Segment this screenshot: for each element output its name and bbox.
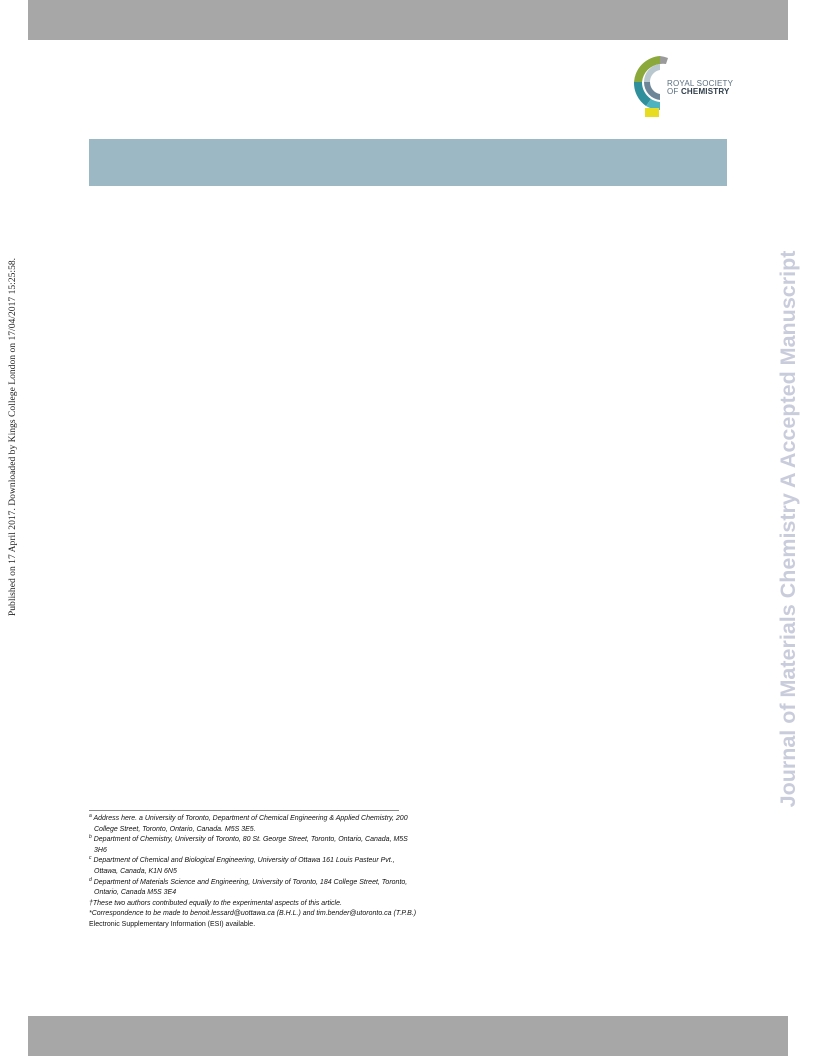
footnotes	[89, 814, 419, 931]
footnote-text: Department of Chemical and Biological Engineering, University of Ottawa 161 Louis Pasteur Pvt., Ottawa, Canada, K1N 6N5	[93, 857, 395, 875]
footnote-mark: a	[89, 813, 92, 819]
publication-notice: Published on 17 April 2017. Downloaded by Kings College London on 17/04/2017 15:25:58.	[7, 257, 18, 617]
footnote-item	[89, 920, 419, 931]
rsc-name-line1: ROYAL SOCIETY	[667, 79, 734, 88]
rsc-name-line2	[667, 87, 730, 96]
footnote-text: Department of Materials Science and Engineering, University of Toronto, 184 College Street, Toronto, Ontario, Canada M5S 3E4	[93, 878, 408, 897]
footnote-text: Electronic Supplementary Information (ESI) available.	[89, 920, 256, 928]
footnote-text: Department of Chemistry, University of Toronto, 80 St. George Street, Toronto, Ontario, Canada, M5S 3H6	[93, 836, 408, 854]
rsc-logo	[630, 52, 740, 120]
rsc-name-bold: CHEMISTRY	[680, 87, 730, 96]
page-bottom-bar	[28, 1016, 788, 1056]
footnote-divider	[89, 810, 399, 811]
footnote-mark: d	[89, 876, 92, 883]
footnote-text: *Correspondence to be made to benoit.lessard@uottawa.ca (B.H.L.) and tim.bender@utoronto.ca (T.P.B.)	[89, 910, 417, 918]
footnote-item	[89, 899, 419, 910]
page-top-bar	[28, 0, 788, 40]
accepted-manuscript-watermark: Journal of Materials Chemistry A Accepted Manuscript	[776, 250, 800, 808]
footnote-item	[89, 835, 419, 856]
footnote-item	[89, 878, 419, 899]
footnote-text: Address here. a University of Toronto, Department of Chemical Engineering & Applied Chemistry, 200 College Street, Toronto, Ontario, Canada. M5S 3E5.	[93, 815, 408, 833]
rsc-emblem-icon	[630, 52, 670, 120]
footnote-item	[89, 856, 419, 877]
footnote-item	[89, 814, 419, 835]
article-header-band	[89, 139, 727, 186]
rsc-name-prefix: OF	[667, 87, 679, 96]
footnote-mark: c	[89, 855, 92, 862]
footnote-text: †These two authors contributed equally to the experimental aspects of this article.	[89, 899, 342, 907]
footnote-item	[89, 909, 419, 920]
footnote-mark: b	[89, 834, 92, 841]
